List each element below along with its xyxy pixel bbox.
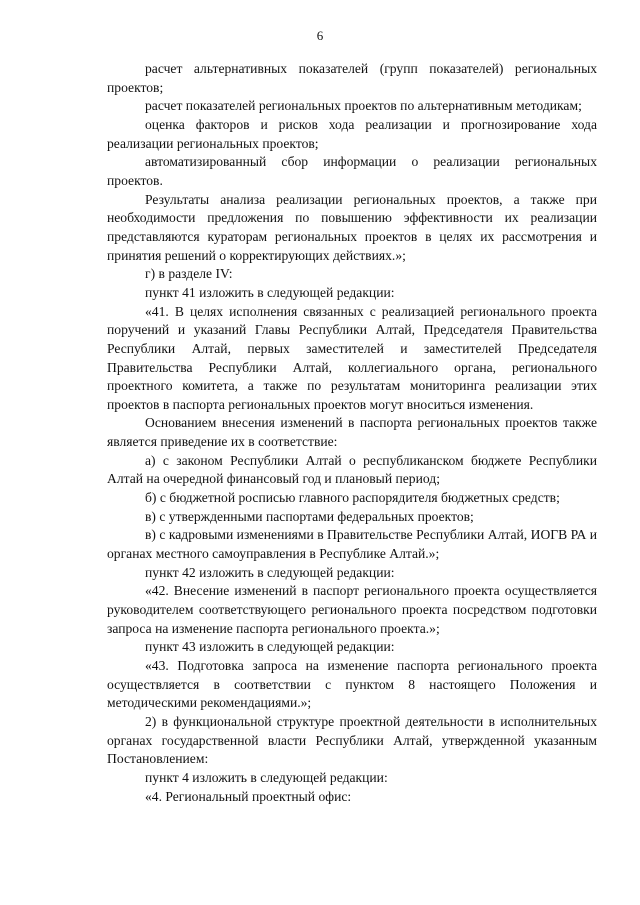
paragraph-3: оценка факторов и рисков хода реализации и прогнозирование хода реализации региональных проектов;: [107, 116, 597, 151]
paragraph-10: а) с законом Республики Алтай о республиканском бюджете Республики Алтай на очередной финансовый год и плановый период;: [107, 452, 597, 487]
paragraph-8: «41. В целях исполнения связанных с реализацией регионального проекта поручений и указаний Главы Республики Алтай, Председателя Правительства Республики Алтай, первых заместителей и заместителей Председателя Правительства Республики Алтай, коллегиального органа, регионального проектного комитета, а также по результатам мониторинга реализации этих проектов в паспорта региональных проектов могут вноситься изменения.: [107, 303, 597, 412]
paragraph-12: в) с утвержденными паспортами федеральных проектов;: [145, 508, 474, 524]
paragraph-14: пункт 42 изложить в следующей редакции:: [145, 564, 395, 580]
paragraph-6: г) в разделе IV:: [145, 266, 233, 282]
paragraph-4: автоматизированный сбор информации о реализации региональных проектов.: [107, 154, 597, 188]
paragraph-13: в) с кадровыми изменениями в Правительстве Республики Алтай, ИОГВ РА и органах местного самоуправления в Республике Алтай.»;: [107, 527, 597, 562]
paragraph-11: б) с бюджетной росписью главного распорядителя бюджетных средств;: [145, 490, 560, 506]
paragraph-19: пункт 4 изложить в следующей редакции:: [145, 769, 388, 785]
paragraph-17: «43. Подготовка запроса на изменение паспорта регионального проекта осуществляется в соответствии с пунктом 8 настоящего Положения и методическими рекомендациями.»;: [107, 658, 597, 711]
paragraph-5: Результаты анализа реализации региональных проектов, а также при необходимости предложения по повышению эффективности их реализации представляются кураторам региональных проектов в целях их рассмотрения и принятия решений о корректирующих действиях.»;: [107, 191, 597, 263]
paragraph-2: расчет показателей региональных проектов по альтернативным методикам;: [145, 98, 582, 114]
paragraph-15: «42. Внесение изменений в паспорт регионального проекта осуществляется руководителем соответствующего регионального проекта посредством подготовки запроса на изменение паспорта регионального проекта.»;: [107, 583, 597, 636]
paragraph-16: пункт 43 изложить в следующей редакции:: [145, 639, 395, 655]
document-body: [107, 60, 597, 806]
paragraph-18: 2) в функциональной структуре проектной деятельности в исполнительных органах государственной власти Республики Алтай, утвержденной указанным Постановлением:: [107, 713, 597, 767]
paragraph-20: «4. Региональный проектный офис:: [145, 788, 352, 804]
paragraph-9: Основанием внесения изменений в паспорта региональных проектов также является приведение их в соответствие:: [107, 415, 597, 450]
paragraph-7: пункт 41 изложить в следующей редакции:: [145, 284, 395, 300]
paragraph-1: расчет альтернативных показателей (групп показателей) региональных проектов;: [107, 61, 597, 95]
page-number: 6: [316, 28, 324, 43]
